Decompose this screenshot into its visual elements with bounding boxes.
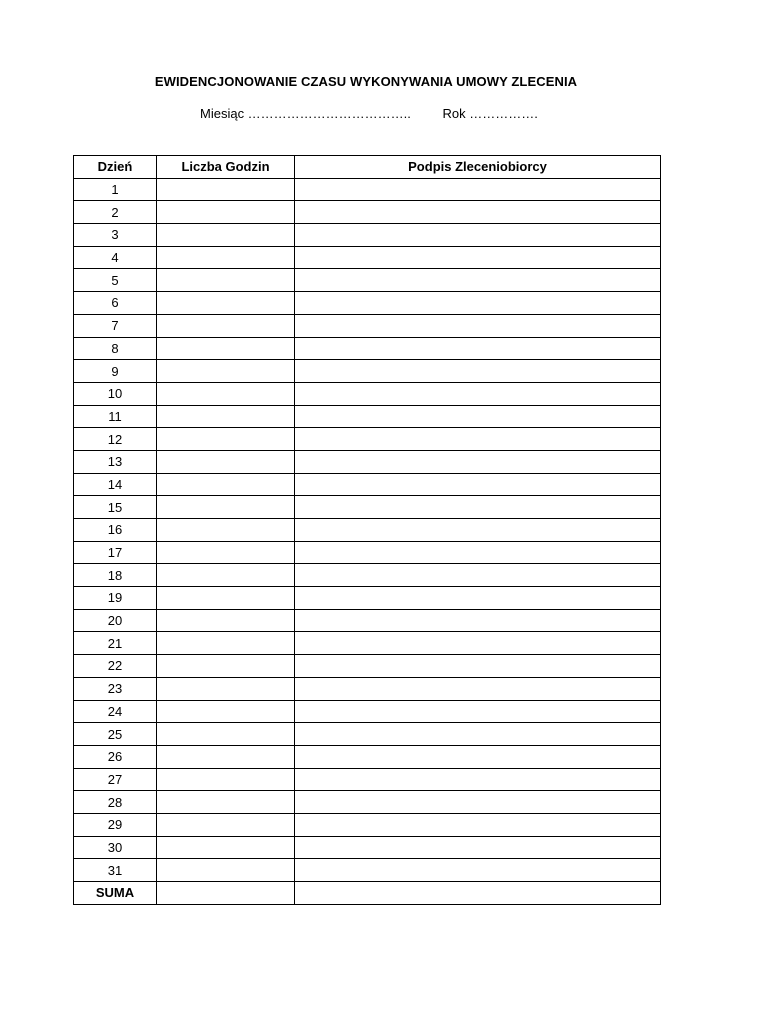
sum-row	[74, 882, 661, 905]
table-row	[74, 201, 661, 224]
day-number: 17	[74, 541, 157, 564]
table-row	[74, 655, 661, 678]
signature-cell[interactable]	[295, 587, 661, 610]
day-number: 9	[74, 360, 157, 383]
signature-cell[interactable]	[295, 269, 661, 292]
hours-cell[interactable]	[157, 360, 295, 383]
signature-cell[interactable]	[295, 655, 661, 678]
hours-cell[interactable]	[157, 564, 295, 587]
hours-cell[interactable]	[157, 745, 295, 768]
table-row	[74, 292, 661, 315]
day-number: 14	[74, 473, 157, 496]
hours-cell[interactable]	[157, 859, 295, 882]
day-number: 4	[74, 246, 157, 269]
signature-cell[interactable]	[295, 473, 661, 496]
hours-cell[interactable]	[157, 655, 295, 678]
signature-cell[interactable]	[295, 609, 661, 632]
signature-cell[interactable]	[295, 632, 661, 655]
table-row	[74, 768, 661, 791]
day-number: 7	[74, 314, 157, 337]
day-number: 20	[74, 609, 157, 632]
table-row	[74, 314, 661, 337]
day-number: 1	[74, 178, 157, 201]
hours-cell[interactable]	[157, 768, 295, 791]
signature-cell[interactable]	[295, 178, 661, 201]
day-number: 24	[74, 700, 157, 723]
table-row	[74, 405, 661, 428]
day-number: 25	[74, 723, 157, 746]
table-row	[74, 632, 661, 655]
hours-cell[interactable]	[157, 337, 295, 360]
signature-cell[interactable]	[295, 745, 661, 768]
table-row	[74, 564, 661, 587]
hours-cell[interactable]	[157, 813, 295, 836]
signature-cell[interactable]	[295, 813, 661, 836]
hours-cell[interactable]	[157, 519, 295, 542]
signature-cell[interactable]	[295, 360, 661, 383]
day-number: 11	[74, 405, 157, 428]
table-row	[74, 700, 661, 723]
signature-cell[interactable]	[295, 700, 661, 723]
day-number: 23	[74, 677, 157, 700]
hours-cell[interactable]	[157, 224, 295, 247]
day-number: 27	[74, 768, 157, 791]
table-row	[74, 496, 661, 519]
document-title: EWIDENCJONOWANIE CZASU WYKONYWANIA UMOWY ZLECENIA	[154, 74, 578, 89]
signature-cell[interactable]	[295, 246, 661, 269]
signature-cell[interactable]	[295, 405, 661, 428]
signature-cell[interactable]	[295, 428, 661, 451]
day-number: 5	[74, 269, 157, 292]
signature-cell[interactable]	[295, 723, 661, 746]
hours-cell[interactable]	[157, 292, 295, 315]
signature-cell[interactable]	[295, 677, 661, 700]
table-row	[74, 473, 661, 496]
table-row	[74, 541, 661, 564]
signature-cell[interactable]	[295, 337, 661, 360]
table-row	[74, 609, 661, 632]
table-row	[74, 813, 661, 836]
table-row	[74, 224, 661, 247]
table-row	[74, 246, 661, 269]
header-day: Dzień	[74, 156, 157, 179]
day-number: 30	[74, 836, 157, 859]
day-number: 3	[74, 224, 157, 247]
day-number: 22	[74, 655, 157, 678]
signature-cell[interactable]	[295, 496, 661, 519]
signature-cell[interactable]	[295, 450, 661, 473]
day-number: 16	[74, 519, 157, 542]
table-row	[74, 791, 661, 814]
table-row	[74, 745, 661, 768]
table-row	[74, 337, 661, 360]
day-number: 15	[74, 496, 157, 519]
sum-label: SUMA	[74, 882, 157, 905]
hours-cell[interactable]	[157, 836, 295, 859]
signature-cell[interactable]	[295, 859, 661, 882]
day-number: 6	[74, 292, 157, 315]
header-row	[74, 156, 661, 179]
signature-cell[interactable]	[295, 201, 661, 224]
year-field[interactable]: Rok …………….	[442, 106, 538, 121]
header-hours: Liczba Godzin	[157, 156, 295, 179]
hours-cell[interactable]	[157, 723, 295, 746]
day-number: 19	[74, 587, 157, 610]
hours-cell[interactable]	[157, 496, 295, 519]
day-number: 10	[74, 382, 157, 405]
hours-cell[interactable]	[157, 314, 295, 337]
table-row	[74, 836, 661, 859]
signature-cell[interactable]	[295, 541, 661, 564]
day-number: 21	[74, 632, 157, 655]
hours-cell[interactable]	[157, 473, 295, 496]
signature-cell[interactable]	[295, 519, 661, 542]
day-number: 13	[74, 450, 157, 473]
day-number: 8	[74, 337, 157, 360]
table-row	[74, 677, 661, 700]
sum-hours-cell[interactable]	[157, 882, 295, 905]
table-row	[74, 428, 661, 451]
hours-cell[interactable]	[157, 700, 295, 723]
hours-cell[interactable]	[157, 246, 295, 269]
table-row	[74, 382, 661, 405]
timesheet-table	[73, 155, 661, 905]
hours-cell[interactable]	[157, 450, 295, 473]
header-signature: Podpis Zleceniobiorcy	[295, 156, 661, 179]
hours-cell[interactable]	[157, 201, 295, 224]
day-number: 31	[74, 859, 157, 882]
signature-cell[interactable]	[295, 836, 661, 859]
signature-cell[interactable]	[295, 564, 661, 587]
month-year-line	[200, 106, 538, 121]
hours-cell[interactable]	[157, 541, 295, 564]
sum-signature-cell[interactable]	[295, 882, 661, 905]
table-row	[74, 519, 661, 542]
table-row	[74, 587, 661, 610]
table-row	[74, 360, 661, 383]
table-row	[74, 178, 661, 201]
day-number: 28	[74, 791, 157, 814]
month-field[interactable]: Miesiąc ………………………………..	[200, 106, 411, 121]
day-number: 2	[74, 201, 157, 224]
signature-cell[interactable]	[295, 314, 661, 337]
day-number: 12	[74, 428, 157, 451]
table-row	[74, 723, 661, 746]
hours-cell[interactable]	[157, 632, 295, 655]
hours-cell[interactable]	[157, 609, 295, 632]
hours-cell[interactable]	[157, 791, 295, 814]
hours-cell[interactable]	[157, 405, 295, 428]
day-number: 18	[74, 564, 157, 587]
signature-cell[interactable]	[295, 224, 661, 247]
hours-cell[interactable]	[157, 269, 295, 292]
table-row	[74, 269, 661, 292]
signature-cell[interactable]	[295, 292, 661, 315]
signature-cell[interactable]	[295, 791, 661, 814]
hours-cell[interactable]	[157, 677, 295, 700]
signature-cell[interactable]	[295, 382, 661, 405]
table-row	[74, 859, 661, 882]
day-number: 26	[74, 745, 157, 768]
hours-cell[interactable]	[157, 428, 295, 451]
signature-cell[interactable]	[295, 768, 661, 791]
hours-cell[interactable]	[157, 382, 295, 405]
hours-cell[interactable]	[157, 178, 295, 201]
hours-cell[interactable]	[157, 587, 295, 610]
day-number: 29	[74, 813, 157, 836]
table-body	[74, 178, 661, 881]
table-row	[74, 450, 661, 473]
